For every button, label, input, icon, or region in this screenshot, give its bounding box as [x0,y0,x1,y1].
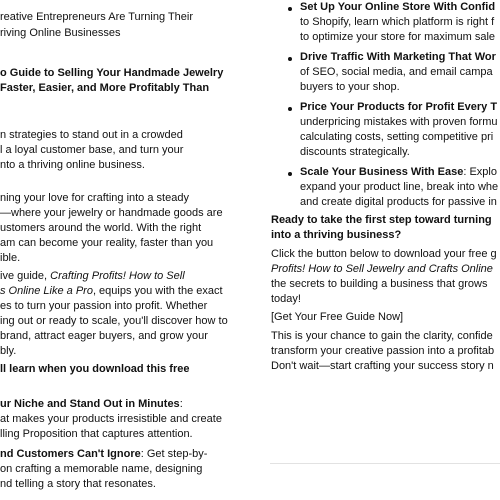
paragraph-2-line-5: ible. [0,252,21,264]
store-item-title: Set Up Your Online Store With Confid [300,1,496,13]
click-line-4: today! [271,293,301,305]
paragraph-2-line-4: am can become your reality, faster than you [0,237,214,249]
paragraph-3-line-1-pre: ive guide, [0,270,51,282]
click-line-3: the secrets to building a business that grows [271,278,488,290]
click-line-2 [271,262,493,277]
guide-title-italic-1: Crafting Profits! How to Sell [50,270,185,282]
niche-item-title: ur Niche and Stand Out in Minutes [0,398,180,410]
store-item-line-3: to optimize your store for maximum sale [300,31,496,43]
bullet-dot-2 [288,57,292,61]
bullet-dot-3 [288,107,292,111]
paragraph-1-line-3: nto a thriving online business. [0,159,145,171]
store-item-line-2: to Shopify, learn which platform is right f [300,16,495,28]
intro-line-1: reative Entrepreneurs Are Turning Their [0,11,194,23]
paragraph-3-line-5: brand, attract eager buyers, and grow your [0,330,208,342]
scale-item-line-2: expand your product line, break into whe [300,181,499,193]
guide-title-italic-2: s Online Like a Pro [0,285,93,297]
ready-heading-line-2: into a thriving business? [271,229,402,241]
niche-item-line-2: at makes your products irresistible and create [0,413,222,425]
chance-line-1: This is your chance to gain the clarity, confide [271,330,493,342]
scale-item-title: Scale Your Business With Ease [300,166,464,178]
ready-heading-line-1: Ready to take the first step toward turning [271,214,492,226]
scale-item-line-1 [300,165,497,180]
guide-heading-line-1: o Guide to Selling Your Handmade Jewelry [0,67,224,79]
paragraph-2-line-2: —where your jewelry or handmade goods are [0,207,223,219]
brand-item-title: nd Customers Can't Ignore [0,448,141,460]
traffic-item-title: Drive Traffic With Marketing That Wor [300,51,496,63]
paragraph-3-line-4: ing out or ready to scale, you'll discover how to [0,315,228,327]
brand-item-line-3: nd telling a story that resonates. [0,478,156,490]
page-divider [270,463,500,464]
paragraph-3-line-2-post: , equips you with the exact [92,285,223,297]
pricing-item-line-3: calculating costs, setting competitive pri [300,131,494,143]
pricing-item-line-4: discounts strategically. [300,146,410,158]
scale-item-line-3: and create digital products for passive in [300,196,497,208]
niche-item-line-3: lling Proposition that captures attention. [0,428,193,440]
learn-heading: ll learn when you download this free [0,363,190,375]
traffic-item-line-3: buyers to your shop. [300,81,400,93]
pricing-item-title: Price Your Products for Profit Every T [300,101,498,113]
click-line-1: Click the button below to download your free g [271,248,497,260]
guide-heading-line-2: Faster, Easier, and More Profitably Than [0,82,210,94]
paragraph-3-line-6: bly. [0,345,17,357]
guide-title-italic-3: Profits! How to Sell Jewelry and Crafts Online [271,263,493,275]
paragraph-2-line-3: ustomers around the world. With the right [0,222,202,234]
paragraph-1-line-2: l a loyal customer base, and turn your [0,144,184,156]
bullet-dot-1 [288,7,292,11]
traffic-item-line-2: of SEO, social media, and email campa [300,66,493,78]
chance-line-2: transform your creative passion into a profitab [271,345,495,357]
niche-item-colon: : [179,398,183,410]
scale-item-post: : Explo [463,166,497,178]
pricing-item-line-2: underpricing mistakes with proven formu [300,116,498,128]
brand-item-line-2: on crafting a memorable name, designing [0,463,203,475]
chance-line-3: Don't wait—start crafting your success story n [271,360,494,372]
bullet-dot-4 [288,172,292,176]
paragraph-1-line-1: n strategies to stand out in a crowded [0,129,183,141]
paragraph-2-line-1: ning your love for crafting into a steady [0,192,189,204]
brand-item-post: : Get step-by- [140,448,208,460]
intro-line-2: riving Online Businesses [0,27,121,39]
get-guide-link[interactable]: [Get Your Free Guide Now] [271,311,404,323]
paragraph-3-line-3: es to turn your passion into profit. Whether [0,300,208,312]
